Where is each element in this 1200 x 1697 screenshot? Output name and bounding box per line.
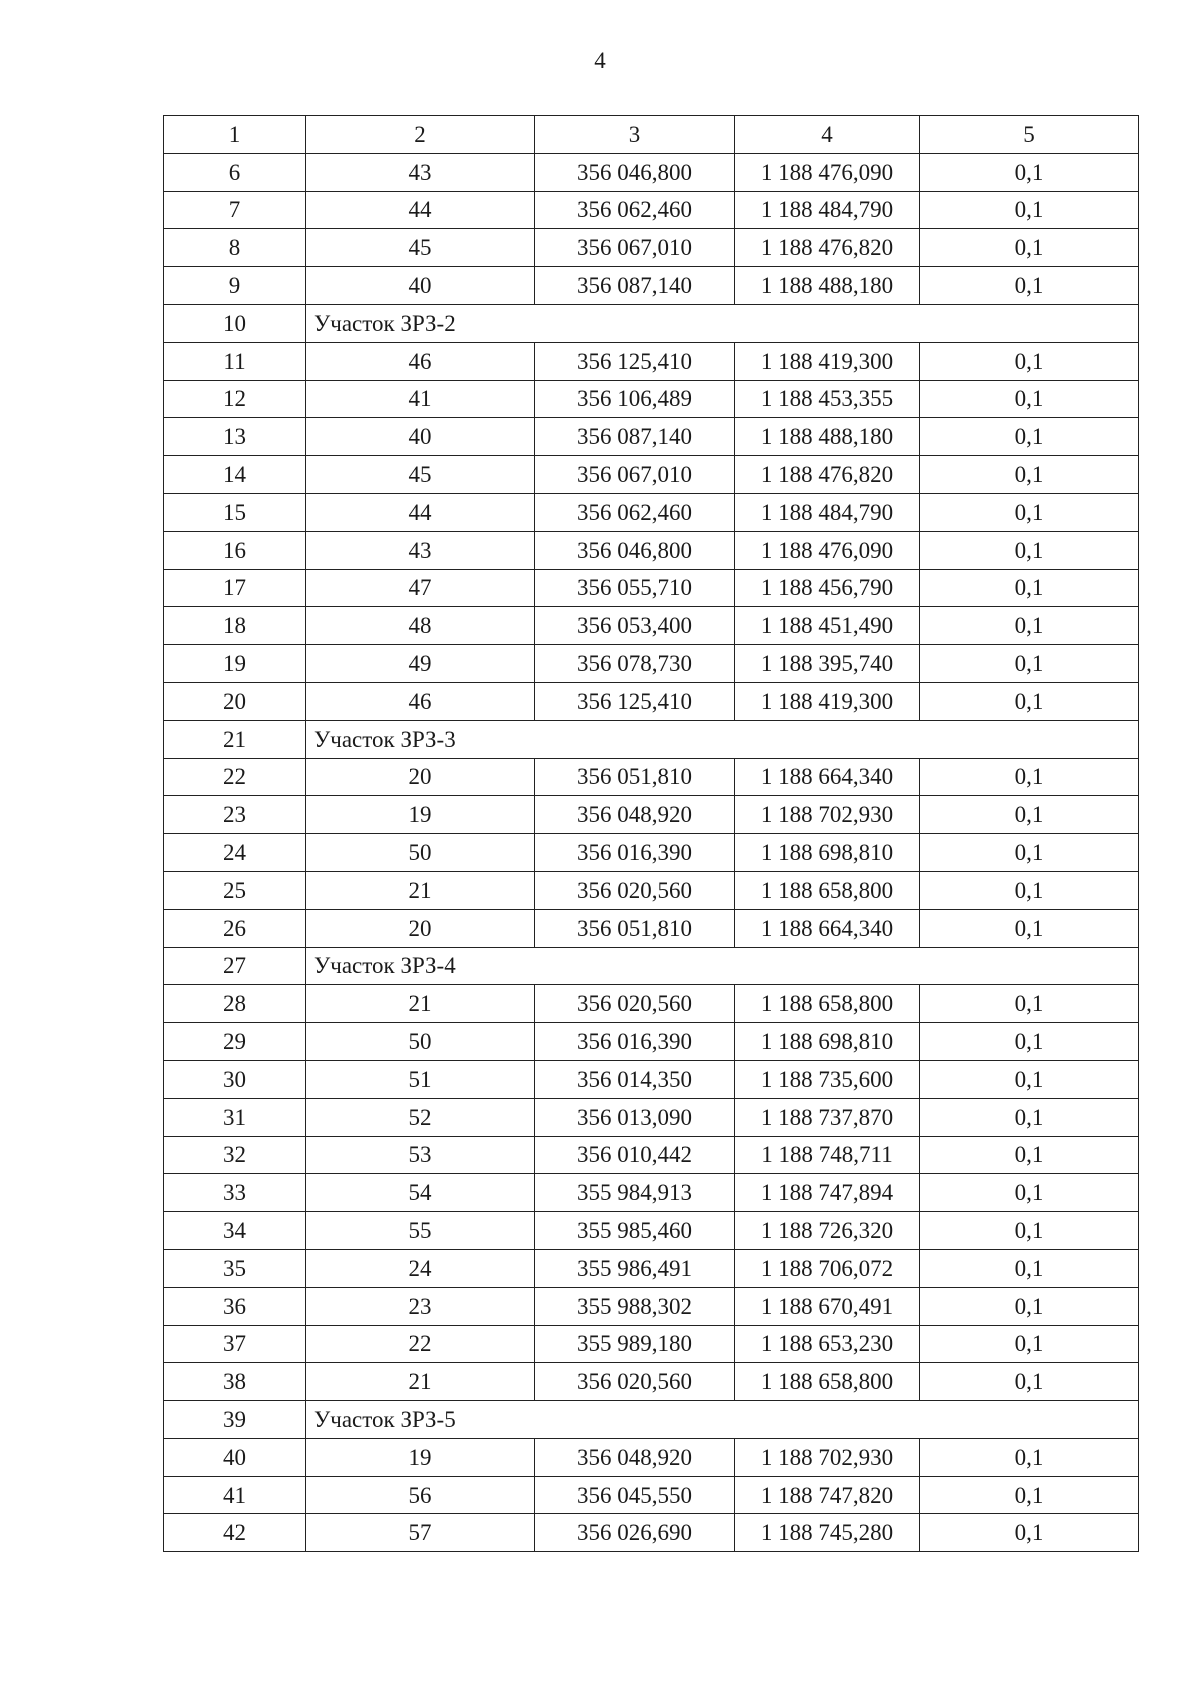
table-row [164, 191, 1139, 229]
accuracy-cell: 0,1 [920, 758, 1139, 796]
accuracy-cell: 0,1 [920, 1174, 1139, 1212]
x-coordinate-cell: 356 087,140 [535, 267, 735, 305]
y-coordinate-cell: 1 188 664,340 [735, 758, 920, 796]
row-number-cell: 13 [164, 418, 306, 456]
x-coordinate-cell: 356 062,460 [535, 191, 735, 229]
row-number-cell: 21 [164, 720, 306, 758]
y-coordinate-cell: 1 188 748,711 [735, 1136, 920, 1174]
row-number-cell: 16 [164, 531, 306, 569]
accuracy-cell: 0,1 [920, 1363, 1139, 1401]
row-number-cell: 24 [164, 834, 306, 872]
table-row [164, 607, 1139, 645]
y-coordinate-cell: 1 188 419,300 [735, 682, 920, 720]
x-coordinate-cell: 355 989,180 [535, 1325, 735, 1363]
x-coordinate-cell: 356 062,460 [535, 493, 735, 531]
y-coordinate-cell: 1 188 735,600 [735, 1060, 920, 1098]
x-coordinate-cell: 356 078,730 [535, 645, 735, 683]
accuracy-cell: 0,1 [920, 531, 1139, 569]
x-coordinate-cell: 356 010,442 [535, 1136, 735, 1174]
row-number-cell: 12 [164, 380, 306, 418]
y-coordinate-cell: 1 188 747,820 [735, 1476, 920, 1514]
y-coordinate-cell: 1 188 453,355 [735, 380, 920, 418]
point-number-cell: 50 [306, 1023, 535, 1061]
accuracy-cell: 0,1 [920, 1476, 1139, 1514]
y-coordinate-cell: 1 188 658,800 [735, 871, 920, 909]
y-coordinate-cell: 1 188 488,180 [735, 418, 920, 456]
table-row [164, 985, 1139, 1023]
point-number-cell: 24 [306, 1249, 535, 1287]
table-row [164, 1098, 1139, 1136]
x-coordinate-cell: 356 016,390 [535, 834, 735, 872]
table-row [164, 1023, 1139, 1061]
row-number-cell: 35 [164, 1249, 306, 1287]
point-number-cell: 52 [306, 1098, 535, 1136]
accuracy-cell: 0,1 [920, 682, 1139, 720]
x-coordinate-cell: 356 067,010 [535, 229, 735, 267]
x-coordinate-cell: 356 013,090 [535, 1098, 735, 1136]
row-number-cell: 32 [164, 1136, 306, 1174]
point-number-cell: 19 [306, 1438, 535, 1476]
point-number-cell: 57 [306, 1514, 535, 1552]
row-number-cell: 41 [164, 1476, 306, 1514]
point-number-cell: 22 [306, 1325, 535, 1363]
accuracy-cell: 0,1 [920, 1060, 1139, 1098]
y-coordinate-cell: 1 188 653,230 [735, 1325, 920, 1363]
y-coordinate-cell: 1 188 484,790 [735, 493, 920, 531]
y-coordinate-cell: 1 188 747,894 [735, 1174, 920, 1212]
y-coordinate-cell: 1 188 476,090 [735, 153, 920, 191]
point-number-cell: 55 [306, 1212, 535, 1250]
row-number-cell: 11 [164, 342, 306, 380]
column-number-3: 3 [535, 116, 735, 154]
table-row [164, 1174, 1139, 1212]
accuracy-cell: 0,1 [920, 645, 1139, 683]
row-number-cell: 34 [164, 1212, 306, 1250]
point-number-cell: 45 [306, 456, 535, 494]
accuracy-cell: 0,1 [920, 985, 1139, 1023]
table-row [164, 1514, 1139, 1552]
x-coordinate-cell: 356 087,140 [535, 418, 735, 456]
accuracy-cell: 0,1 [920, 229, 1139, 267]
accuracy-cell: 0,1 [920, 191, 1139, 229]
table-row [164, 229, 1139, 267]
table-row [164, 758, 1139, 796]
page-number: 4 [594, 48, 606, 73]
table-row [164, 1476, 1139, 1514]
point-number-cell: 40 [306, 267, 535, 305]
row-number-cell: 19 [164, 645, 306, 683]
row-number-cell: 14 [164, 456, 306, 494]
y-coordinate-cell: 1 188 476,820 [735, 456, 920, 494]
x-coordinate-cell: 356 020,560 [535, 985, 735, 1023]
point-number-cell: 20 [306, 758, 535, 796]
table-row [164, 1136, 1139, 1174]
row-number-cell: 37 [164, 1325, 306, 1363]
x-coordinate-cell: 356 055,710 [535, 569, 735, 607]
table-row [164, 1438, 1139, 1476]
point-number-cell: 48 [306, 607, 535, 645]
y-coordinate-cell: 1 188 456,790 [735, 569, 920, 607]
y-coordinate-cell: 1 188 702,930 [735, 796, 920, 834]
column-number-1: 1 [164, 116, 306, 154]
y-coordinate-cell: 1 188 664,340 [735, 909, 920, 947]
x-coordinate-cell: 356 046,800 [535, 531, 735, 569]
row-number-cell: 7 [164, 191, 306, 229]
point-number-cell: 19 [306, 796, 535, 834]
table-row [164, 796, 1139, 834]
table-row [164, 1060, 1139, 1098]
table-row [164, 531, 1139, 569]
row-number-cell: 10 [164, 304, 306, 342]
accuracy-cell: 0,1 [920, 1514, 1139, 1552]
row-number-cell: 26 [164, 909, 306, 947]
row-number-cell: 39 [164, 1401, 306, 1439]
table-row [164, 380, 1139, 418]
accuracy-cell: 0,1 [920, 1325, 1139, 1363]
x-coordinate-cell: 355 988,302 [535, 1287, 735, 1325]
y-coordinate-cell: 1 188 670,491 [735, 1287, 920, 1325]
y-coordinate-cell: 1 188 698,810 [735, 1023, 920, 1061]
point-number-cell: 21 [306, 1363, 535, 1401]
section-title-cell: Участок ЗРЗ-5 [306, 1401, 1139, 1439]
accuracy-cell: 0,1 [920, 1136, 1139, 1174]
point-number-cell: 53 [306, 1136, 535, 1174]
x-coordinate-cell: 356 125,410 [535, 342, 735, 380]
y-coordinate-cell: 1 188 658,800 [735, 1363, 920, 1401]
row-number-cell: 23 [164, 796, 306, 834]
accuracy-cell: 0,1 [920, 1212, 1139, 1250]
point-number-cell: 56 [306, 1476, 535, 1514]
x-coordinate-cell: 356 048,920 [535, 1438, 735, 1476]
row-number-cell: 30 [164, 1060, 306, 1098]
accuracy-cell: 0,1 [920, 1023, 1139, 1061]
y-coordinate-cell: 1 188 488,180 [735, 267, 920, 305]
row-number-cell: 20 [164, 682, 306, 720]
accuracy-cell: 0,1 [920, 380, 1139, 418]
point-number-cell: 45 [306, 229, 535, 267]
accuracy-cell: 0,1 [920, 1287, 1139, 1325]
table-row [164, 1249, 1139, 1287]
row-number-cell: 6 [164, 153, 306, 191]
accuracy-cell: 0,1 [920, 342, 1139, 380]
x-coordinate-cell: 356 046,800 [535, 153, 735, 191]
column-number-5: 5 [920, 116, 1139, 154]
point-number-cell: 41 [306, 380, 535, 418]
point-number-cell: 43 [306, 531, 535, 569]
y-coordinate-cell: 1 188 395,740 [735, 645, 920, 683]
point-number-cell: 44 [306, 493, 535, 531]
table-row [164, 569, 1139, 607]
section-title-cell: Участок ЗРЗ-2 [306, 304, 1139, 342]
accuracy-cell: 0,1 [920, 1249, 1139, 1287]
row-number-cell: 28 [164, 985, 306, 1023]
table-row [164, 267, 1139, 305]
row-number-cell: 8 [164, 229, 306, 267]
column-number-4: 4 [735, 116, 920, 154]
point-number-cell: 54 [306, 1174, 535, 1212]
x-coordinate-cell: 356 125,410 [535, 682, 735, 720]
point-number-cell: 20 [306, 909, 535, 947]
accuracy-cell: 0,1 [920, 153, 1139, 191]
point-number-cell: 43 [306, 153, 535, 191]
row-number-cell: 18 [164, 607, 306, 645]
row-number-cell: 22 [164, 758, 306, 796]
point-number-cell: 49 [306, 645, 535, 683]
y-coordinate-cell: 1 188 476,090 [735, 531, 920, 569]
point-number-cell: 51 [306, 1060, 535, 1098]
table-row [164, 871, 1139, 909]
y-coordinate-cell: 1 188 419,300 [735, 342, 920, 380]
point-number-cell: 47 [306, 569, 535, 607]
x-coordinate-cell: 356 014,350 [535, 1060, 735, 1098]
x-coordinate-cell: 356 020,560 [535, 871, 735, 909]
point-number-cell: 50 [306, 834, 535, 872]
table-row [164, 342, 1139, 380]
x-coordinate-cell: 356 016,390 [535, 1023, 735, 1061]
x-coordinate-cell: 356 051,810 [535, 909, 735, 947]
coordinates-table-body [164, 116, 1139, 1552]
y-coordinate-cell: 1 188 745,280 [735, 1514, 920, 1552]
point-number-cell: 21 [306, 985, 535, 1023]
x-coordinate-cell: 356 106,489 [535, 380, 735, 418]
section-title-cell: Участок ЗРЗ-3 [306, 720, 1139, 758]
row-number-cell: 17 [164, 569, 306, 607]
accuracy-cell: 0,1 [920, 834, 1139, 872]
accuracy-cell: 0,1 [920, 1438, 1139, 1476]
point-number-cell: 23 [306, 1287, 535, 1325]
row-number-cell: 15 [164, 493, 306, 531]
x-coordinate-cell: 356 020,560 [535, 1363, 735, 1401]
row-number-cell: 31 [164, 1098, 306, 1136]
y-coordinate-cell: 1 188 484,790 [735, 191, 920, 229]
table-row [164, 645, 1139, 683]
table-row [164, 153, 1139, 191]
accuracy-cell: 0,1 [920, 267, 1139, 305]
accuracy-cell: 0,1 [920, 871, 1139, 909]
row-number-cell: 29 [164, 1023, 306, 1061]
table-row [164, 682, 1139, 720]
y-coordinate-cell: 1 188 737,870 [735, 1098, 920, 1136]
point-number-cell: 40 [306, 418, 535, 456]
table-row [164, 1287, 1139, 1325]
table-row [164, 1325, 1139, 1363]
table-row [164, 418, 1139, 456]
y-coordinate-cell: 1 188 476,820 [735, 229, 920, 267]
row-number-cell: 33 [164, 1174, 306, 1212]
row-number-cell: 40 [164, 1438, 306, 1476]
x-coordinate-cell: 355 986,491 [535, 1249, 735, 1287]
point-number-cell: 46 [306, 682, 535, 720]
row-number-cell: 9 [164, 267, 306, 305]
x-coordinate-cell: 355 984,913 [535, 1174, 735, 1212]
y-coordinate-cell: 1 188 658,800 [735, 985, 920, 1023]
x-coordinate-cell: 356 048,920 [535, 796, 735, 834]
table-row [164, 1212, 1139, 1250]
point-number-cell: 21 [306, 871, 535, 909]
x-coordinate-cell: 356 053,400 [535, 607, 735, 645]
section-row [164, 1401, 1139, 1439]
table-header-row [164, 116, 1139, 154]
row-number-cell: 42 [164, 1514, 306, 1552]
table-row [164, 909, 1139, 947]
row-number-cell: 25 [164, 871, 306, 909]
row-number-cell: 38 [164, 1363, 306, 1401]
accuracy-cell: 0,1 [920, 456, 1139, 494]
point-number-cell: 46 [306, 342, 535, 380]
table-row [164, 1363, 1139, 1401]
accuracy-cell: 0,1 [920, 493, 1139, 531]
table-row [164, 834, 1139, 872]
y-coordinate-cell: 1 188 706,072 [735, 1249, 920, 1287]
x-coordinate-cell: 356 045,550 [535, 1476, 735, 1514]
accuracy-cell: 0,1 [920, 796, 1139, 834]
accuracy-cell: 0,1 [920, 1098, 1139, 1136]
section-row [164, 947, 1139, 985]
column-number-2: 2 [306, 116, 535, 154]
coordinates-table [163, 115, 1139, 1552]
section-title-cell: Участок ЗРЗ-4 [306, 947, 1139, 985]
accuracy-cell: 0,1 [920, 909, 1139, 947]
accuracy-cell: 0,1 [920, 418, 1139, 456]
point-number-cell: 44 [306, 191, 535, 229]
x-coordinate-cell: 356 051,810 [535, 758, 735, 796]
x-coordinate-cell: 355 985,460 [535, 1212, 735, 1250]
x-coordinate-cell: 356 026,690 [535, 1514, 735, 1552]
accuracy-cell: 0,1 [920, 569, 1139, 607]
y-coordinate-cell: 1 188 451,490 [735, 607, 920, 645]
row-number-cell: 36 [164, 1287, 306, 1325]
y-coordinate-cell: 1 188 702,930 [735, 1438, 920, 1476]
y-coordinate-cell: 1 188 698,810 [735, 834, 920, 872]
accuracy-cell: 0,1 [920, 607, 1139, 645]
x-coordinate-cell: 356 067,010 [535, 456, 735, 494]
section-row [164, 720, 1139, 758]
table-row [164, 493, 1139, 531]
section-row [164, 304, 1139, 342]
table-row [164, 456, 1139, 494]
row-number-cell: 27 [164, 947, 306, 985]
y-coordinate-cell: 1 188 726,320 [735, 1212, 920, 1250]
